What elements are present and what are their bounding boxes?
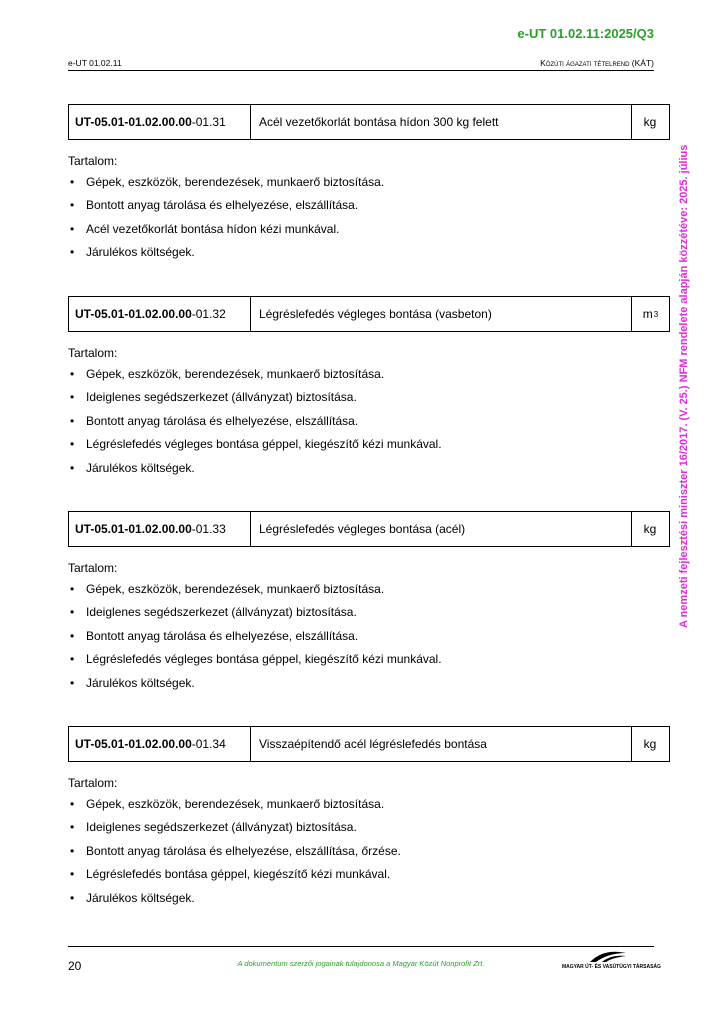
item-unit	[631, 297, 669, 331]
item-code-suffix: -01.32	[191, 307, 226, 321]
side-publication-note: A nemzeti fejlesztési miniszter 16/2017. (V. 25.) NFM rendelete alapján közzétéve: 2025. július	[678, 144, 690, 628]
item-description: Acél vezetőkorlát bontása hídon 300 kg felett	[259, 115, 499, 129]
logo-text: MAGYAR ÚT- ÉS VASÚTÜGYI TÁRSASÁG	[562, 964, 661, 970]
item-block	[68, 726, 670, 913]
content-list	[68, 174, 670, 268]
item-unit	[631, 727, 669, 761]
content-list	[68, 581, 670, 698]
list-item: • Bontott anyag tárolása és elhelyezése, elszállítása.	[68, 413, 670, 436]
list-item: • Járulékos költségek.	[68, 244, 670, 267]
header-left: e-UT 01.02.11	[68, 58, 122, 68]
item-code-suffix: -01.33	[191, 522, 226, 536]
item-block	[68, 296, 670, 483]
page-number: 20	[68, 959, 82, 973]
content-list	[68, 796, 670, 913]
list-item: • Légréslefedés végleges bontása géppel, kiegészítő kézi munkával.	[68, 436, 670, 459]
list-item: • Gépek, eszközök, berendezések, munkaerő biztosítása.	[68, 796, 670, 819]
item-code-suffix: -01.31	[191, 115, 226, 129]
page-footer	[68, 946, 661, 977]
list-item: • Ideiglenes segédszerkezet (állványzat) biztosítása.	[68, 389, 670, 412]
item-block	[68, 511, 670, 698]
item-table	[68, 104, 670, 140]
item-code	[69, 297, 251, 331]
document-code: e-UT 01.02.11:2025/Q3	[517, 26, 654, 41]
list-item: • Gépek, eszközök, berendezések, munkaerő biztosítása.	[68, 174, 670, 197]
item-code-main: UT-05.01-01.02.00.00	[75, 307, 192, 321]
item-description: Visszaépítendő acél légréslefedés bontása	[259, 737, 487, 751]
header-right: Közúti ágazati tételrend (KÁT)	[540, 58, 654, 68]
item-unit-sup: 3	[653, 309, 659, 319]
list-item: • Bontott anyag tárolása és elhelyezése, elszállítása.	[68, 197, 670, 220]
item-description: Légréslefedés végleges bontása (vasbeton)	[259, 307, 492, 321]
item-table	[68, 726, 670, 762]
item-code-main: UT-05.01-01.02.00.00	[75, 522, 192, 536]
list-item: • Járulékos költségek.	[68, 460, 670, 483]
item-table	[68, 296, 670, 332]
content-list	[68, 366, 670, 483]
item-code	[69, 512, 251, 546]
item-block	[68, 104, 670, 268]
item-unit-text: kg	[643, 115, 657, 129]
list-item: • Bontott anyag tárolása és elhelyezése, elszállítása.	[68, 628, 670, 651]
running-header	[68, 56, 654, 71]
item-unit	[631, 512, 669, 546]
item-code	[69, 727, 251, 761]
list-item: • Ideiglenes segédszerkezet (állványzat) biztosítása.	[68, 604, 670, 627]
content-label: Tartalom:	[68, 776, 118, 790]
list-item: • Járulékos költségek.	[68, 675, 670, 698]
list-item: • Gépek, eszközök, berendezések, munkaerő biztosítása.	[68, 366, 670, 389]
list-item: • Légréslefedés végleges bontása géppel, kiegészítő kézi munkával.	[68, 651, 670, 674]
item-table	[68, 511, 670, 547]
list-item: • Acél vezetőkorlát bontása hídon kézi munkával.	[68, 221, 670, 244]
item-code-main: UT-05.01-01.02.00.00	[75, 115, 192, 129]
item-unit-text: kg	[643, 522, 657, 536]
list-item: • Bontott anyag tárolása és elhelyezése, elszállítása, őrzése.	[68, 843, 670, 866]
item-code-main: UT-05.01-01.02.00.00	[75, 737, 192, 751]
item-description: Légréslefedés végleges bontása (acél)	[259, 522, 466, 536]
company-logo	[562, 949, 661, 973]
list-item: • Ideiglenes segédszerkezet (állványzat) biztosítása.	[68, 819, 670, 842]
copyright-notice: A dokumentum szerzői jogainak tulajdonosa a Magyar Közút Nonprofit Zrt.	[237, 959, 485, 968]
item-code	[69, 105, 251, 139]
content-label: Tartalom:	[68, 346, 118, 360]
item-unit	[631, 105, 669, 139]
list-item: • Légréslefedés bontása géppel, kiegészítő kézi munkával.	[68, 866, 670, 889]
item-code-suffix: -01.34	[191, 737, 226, 751]
content-label: Tartalom:	[68, 154, 118, 168]
logo-swoosh-icon	[588, 949, 628, 964]
item-unit-text: kg	[643, 737, 657, 751]
content-label: Tartalom:	[68, 561, 118, 575]
list-item: • Gépek, eszközök, berendezések, munkaerő biztosítása.	[68, 581, 670, 604]
list-item: • Járulékos költségek.	[68, 890, 670, 913]
item-unit-text: m	[642, 307, 653, 321]
